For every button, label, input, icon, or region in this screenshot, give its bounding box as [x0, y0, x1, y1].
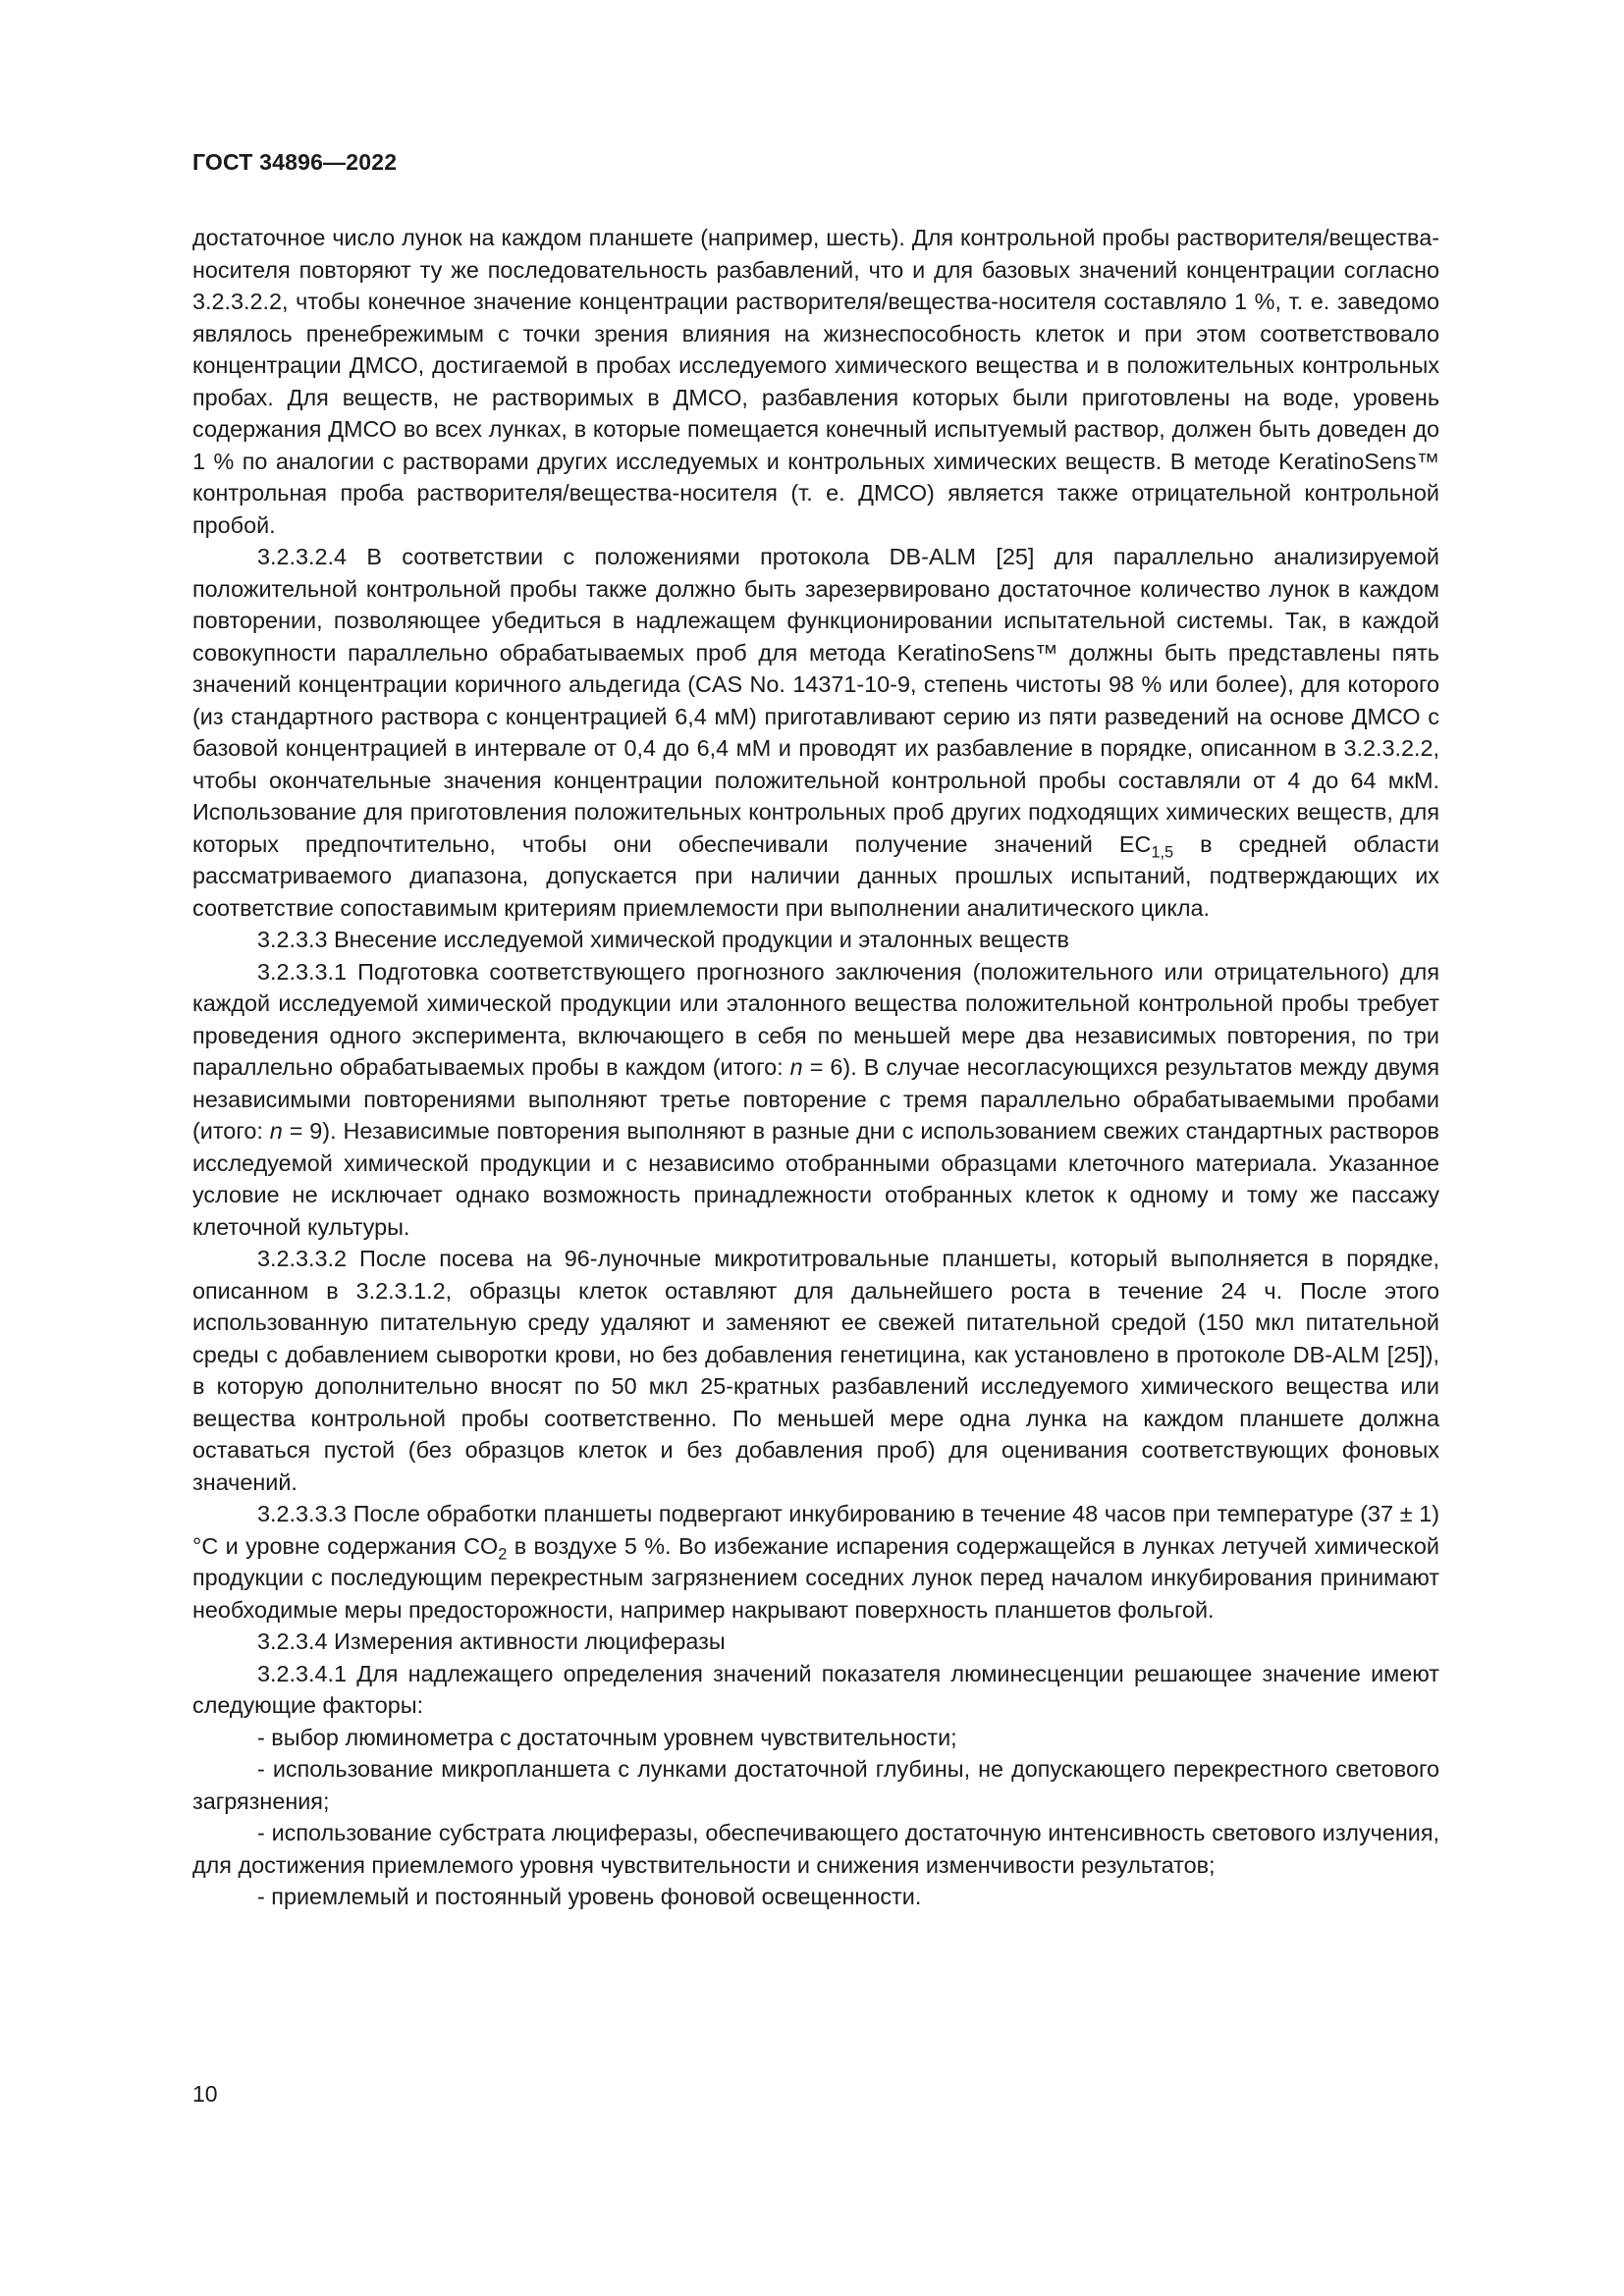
paragraph-text: 3.2.3.2.4 В соответствии с положениями протокола DB-ALM [25] для параллельно анализируемой положительной контрольной пробы также должно быть зарезервировано достаточное количество лунок в каждом повторении, позволяющее убедиться в надлежащем функционировании испытательной системы. Так, в каждой совокупности параллельно обрабатываемых проб для метода KeratinoSens™ должны быть представлены пять значений концентрации коричного альдегида (CAS No. 14371-10-9, степень чистоты 98 % или более), для которого (из стандартного раствора с концентрацией 6,4 мМ) приготавливают серию из пяти разведений на основе ДМСО с базовой концентрацией в интервале от 0,4 до 6,4 мМ и проводят их разбавление в порядке, описанном в 3.2.3.2.2, чтобы окончательные значения концентрации положительной контрольной пробы составляли от 4 до 64 мкМ. Использование для приготовления положительных контрольных проб других подходящих химических веществ, для которых предпочтительно, чтобы они обеспечивали получение значений EC [192, 544, 1439, 857]
paragraph-3-2-3-2-4 [192, 541, 1439, 924]
paragraph-text: 3.2.3.3.3 После обработки планшеты подвергают инкубированию в течение 48 часов при температуре (37 ± 1) °C и уровне содержания CO [192, 1501, 1439, 1559]
paragraph-text: 3.2.3.3.1 Подготовка соответствующего прогнозного заключения (положительного или отрицательного) для каждой исследуемой химической продукции или эталонного вещества положительной контрольной пробы требует проведения одного эксперимента, включающего в себя по меньшей мере два независимых повторения, по три параллельно обрабатываемых пробы в каждом (итого: [192, 958, 1439, 1080]
page-number: 10 [192, 2081, 218, 2107]
section-heading-3-2-3-3: 3.2.3.3 Внесение исследуемой химической продукции и эталонных веществ [257, 927, 1069, 952]
list-item: - использование субстрата люциферазы, обеспечивающего достаточную интенсивность светового излучения, для достижения приемлемого уровня чувствительности и снижения изменчивости результатов; [192, 1820, 1439, 1878]
page-header-standard-id: ГОСТ 34896—2022 [192, 149, 398, 175]
subscript: 2 [498, 1545, 508, 1564]
paragraph-continuation: достаточное число лунок на каждом планшете (например, шесть). Для контрольной пробы растворителя/вещества-носителя повторяют ту же последовательность разбавлений, что и для базовых значений концентрации согласно 3.2.3.2.2, чтобы конечное значение концентрации растворителя/вещества-носителя составляло 1 %, т. е. заведомо являлось пренебрежимым с точки зрения влияния на жизнеспособность клеток и при этом соответствовало концентрации ДМСО, достигаемой в пробах исследуемого химического вещества и в положительных контрольных пробах. Для веществ, не растворимых в ДМСО, разбавления которых были приготовлены на воде, уровень содержания ДМСО во всех лунках, в которые помещается конечный испытуемый раствор, должен быть доведен до 1 % по аналогии с растворами других исследуемых и контрольных химических веществ. В методе KeratinoSens™ контрольная проба растворителя/вещества-носителя (т. е. ДМСО) является также отрицательной контрольной пробой. [192, 225, 1439, 538]
paragraph-3-2-3-3-3 [192, 1498, 1439, 1626]
list-item: - выбор люминометра с достаточным уровнем чувствительности; [257, 1724, 957, 1750]
document-body [192, 222, 1439, 1913]
paragraph-3-2-3-3-2: 3.2.3.3.2 После посева на 96-луночные микротитровальные планшеты, который выполняется в порядке, описанном в 3.2.3.1.2, образцы клеток оставляют для дальнейшего роста в течение 24 ч. После этого использованную питательную среду удаляют и заменяют ее свежей питательной средой (150 мкл питательной среды с добавлением сыворотки крови, но без добавления генетицина, как установлено в протоколе DB-ALM [25]), в которую дополнительно вносят по 50 мкл 25-кратных разбавлений исследуемого химического вещества или вещества контрольной пробы соответственно. По меньшей мере одна лунка на каждом планшете должна оставаться пустой (без образцов клеток и без добавления проб) для оценивания соответствующих фоновых значений. [192, 1246, 1439, 1495]
paragraph-text: в воздухе 5 %. Во избежание испарения содержащейся в лунках летучей химической продукции с последующим перекрестным загрязнением соседних лунок перед началом инкубирования принимают необходимые меры предосторожности, например накрывают поверхность планшетов фольгой. [192, 1532, 1439, 1623]
list-item: - использование микропланшета с лунками достаточной глубины, не допускающего перекрестного светового загрязнения; [192, 1756, 1439, 1814]
italic-variable: n [269, 1118, 283, 1144]
italic-variable: n [789, 1054, 803, 1080]
paragraph-3-2-3-4-1: 3.2.3.4.1 Для надлежащего определения значений показателя люминесценции решающее значение имеют следующие факторы: [192, 1660, 1439, 1718]
subscript: 1,5 [1151, 843, 1174, 862]
list-item: - приемлемый и постоянный уровень фоновой освещенности. [257, 1884, 922, 1909]
paragraph-text: в средней области рассматриваемого диапазона, допускается при наличии данных прошлых испытаний, подтверждающих их соответствие сопоставимым критериям приемлемости при выполнении аналитического цикла. [192, 830, 1439, 921]
section-heading-3-2-3-4: 3.2.3.4 Измерения активности люциферазы [257, 1629, 726, 1654]
paragraph-text: = 9). Независимые повторения выполняют в разные дни с использованием свежих стандартных растворов исследуемой химической продукции и с независимо отобранными образцами клеточного материала. Указанное условие не исключает однако возможность принадлежности отобранных клеток к одному и тому же пассажу клеточной культуры. [192, 1118, 1439, 1240]
paragraph-3-2-3-3-1 [192, 956, 1439, 1244]
paragraph-text: = 6). В случае несогласующихся результатов между двумя независимыми повторениями выполняют третье повторение с тремя параллельно обрабатываемыми пробами (итого: [192, 1054, 1439, 1144]
